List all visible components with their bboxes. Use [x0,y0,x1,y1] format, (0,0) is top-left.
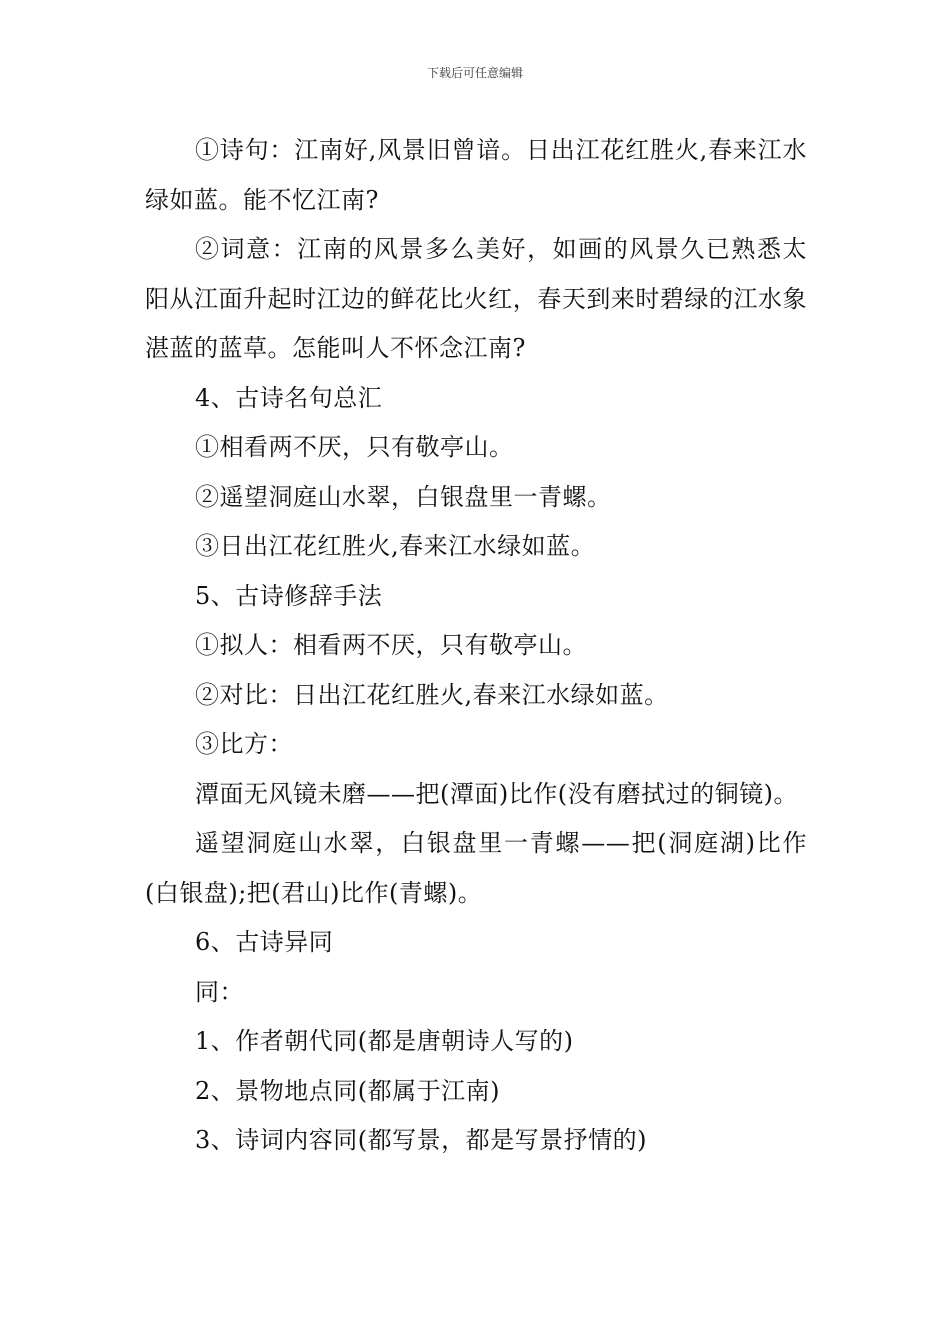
paragraph-metaphor-2: 遥望洞庭山水翠，白银盘里一青螺——把(洞庭湖)比作(白银盘);把(君山)比作(青螺)。 [145,829,807,907]
paragraph-metaphor-1: 潭面无风镜未磨——把(潭面)比作(没有磨拭过的铜镜)。 [195,779,798,808]
section-heading-famous-lines: 4、古诗名句总汇 [195,383,383,412]
list-item: ③日出江花红胜火,春来江水绿如蓝。 [195,532,596,560]
list-item: 2、景物地点同(都属于江南) [195,1076,500,1105]
list-item: ①相看两不厌，只有敬亭山。 [195,433,514,461]
section-heading-rhetoric: 5、古诗修辞手法 [195,581,383,610]
paragraph-poem-meaning: ②词意：江南的风景多么美好，如画的风景久已熟悉太阳从江面升起时江边的鲜花比火红，春天到来时碧绿的江水象湛蓝的蓝草。怎能叫人不怀念江南? [145,235,807,362]
list-item: ②对比：日出江花红胜火,春来江水绿如蓝。 [195,680,669,709]
list-item: 1、作者朝代同(都是唐朝诗人写的) [195,1027,574,1055]
paragraph-poem-lines: ①诗句：江南好,风景旧曾谙。日出江花红胜火,春来江水绿如蓝。能不忆江南? [145,136,807,214]
section-heading-comparison: 6、古诗异同 [195,928,334,956]
subheading-similarities: 同： [195,977,244,1006]
list-item: ①拟人：相看两不厌，只有敬亭山。 [195,631,587,659]
list-item: 3、诗词内容同(都写景，都是写景抒情的) [195,1126,647,1154]
list-item: ②遥望洞庭山水翠，白银盘里一青螺。 [195,482,612,511]
list-item: ③比方： [195,730,293,758]
page-header-note: 下载后可任意编辑 [426,66,523,80]
document-body [145,126,807,1166]
